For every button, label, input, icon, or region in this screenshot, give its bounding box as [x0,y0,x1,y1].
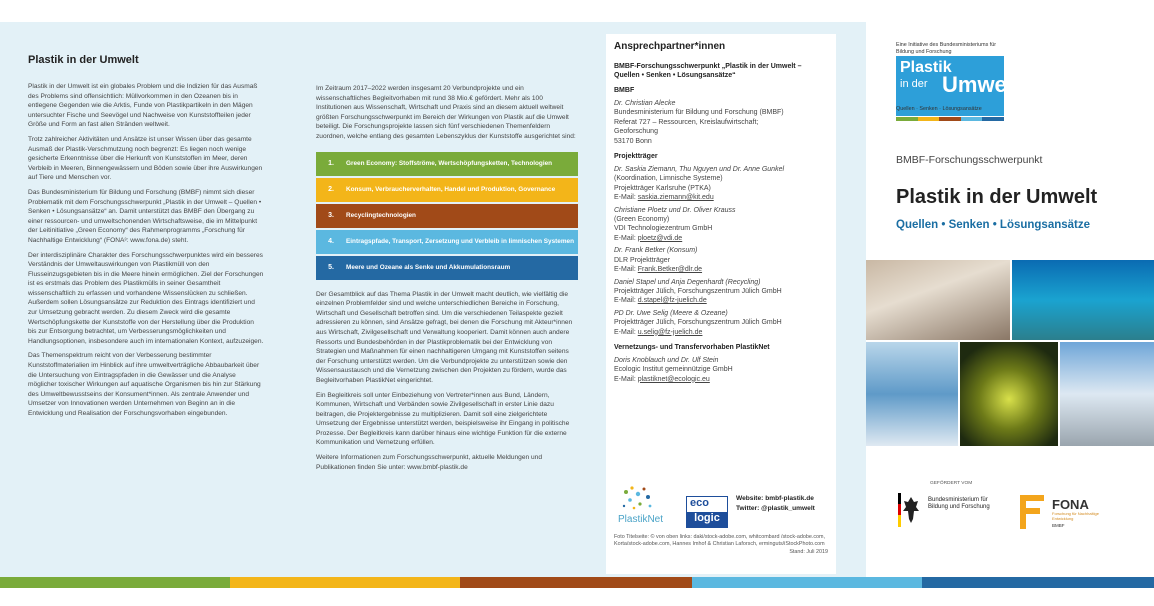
contact-org: DLR Projektträger [614,256,671,264]
topic-number: 1. [328,160,334,168]
contact-line: 53170 Bonn [614,137,652,145]
email-link[interactable]: saskia.ziemann@kit.edu [637,194,714,202]
plastiknet-logo-text: PlastikNet [618,514,664,525]
email-link[interactable]: ploetz@vdi.de [637,234,683,242]
color-segment [939,117,961,121]
mail-label: E-Mail: [614,234,638,242]
section-heading: Plastik in der Umwelt [28,54,139,66]
stand-date: Stand: Juli 2019 [789,548,828,555]
photo-daphnia [960,342,1058,446]
email-link[interactable]: u.selig@fz-juelich.de [637,328,703,336]
contact-name: Christiane Ploetz und Dr. Oliver Krauss [614,206,736,214]
logo-color-bar [896,117,1004,121]
contact-line: Bundesministerium für Bildung und Forschung (BMBF) [614,109,784,117]
color-segment [961,117,983,121]
paragraph: Plastik in der Umwelt ist ein globales Problem und die Indizien für das Ausmaß des Problems sind offensichtlich: Müllvorkommen in den Ozeanen bis in entlegene Gegenden wie die Arktis, Funde von Plastikpartikeln in den Mägen untersuchter Fische und Seevögel und Nachweise von Kunststoffteilen jeder Größe und Form an fast allen Stränden weltweit. [28,83,258,129]
color-segment [460,577,692,588]
topic-label: Meere und Ozeane als Senke und Akkumulationsraum [346,263,511,271]
color-segment [230,577,460,588]
pt-contact [614,278,828,306]
ecologic-logo-bottom: logic [687,512,727,528]
contact-name: Dr. Saskia Ziemann, Thu Nguyen und Dr. Anne Gunkel [614,166,785,174]
color-segment [918,117,940,121]
intro-column [28,54,264,424]
bmbf-logo-text: Bundesministerium für Bildung und Forschung [928,497,990,511]
pt-contact [614,309,828,337]
mail-label: E-Mail: [614,328,638,336]
paragraph: Der interdisziplinäre Charakter des Forschungsschwerpunktes wird ein besseres Verständnis der Umweltauswirkungen von Plastikmüll von den Flusseinzugsgebieten bis in die Meere hinein ermöglichen. Ziel der Forschungen ist es erstmals das Problem des Plastikmülls in seiner Gesamtheit wissenschaftlich zu erfassen und vorhandene Wissenslücken zu schließen. Außerdem sollen Lösungsansätze zur Reduktion des Eintrags identifiziert und zur Umsetzung gebracht werden. Zu diesem Zweck wird die gesamte Wertschöpfungskette der Kunststoffe von der Herstellung über die Produktion bis zur Entsorgung betrachtet, um Verbesserungsmöglichkeiten und Handlungsoptionen, insbesondere auch im internationalen Kontext, aufzuzeigen. [28,251,264,345]
paragraph: Der Gesamtblick auf das Thema Plastik in der Umwelt macht deutlich, wie vielfältig die einzelnen Problemfelder sind und welche unterschiedlichen Bereiche in Forschung, Wirtschaft und Gesellschaft betroffen sind. Um die verschiedenen Teilaspekte gezielt adressieren zu können, sind Ansätze gefragt, bei denen die Forschung mit Akteur*innen aus Wirtschaft, Zivilgesellschaft und Verwaltung kooperiert. Damit können auch andere Ressorts und Bundesbehörden in der Plastikproblematik bei der Entwicklung von Strategien und Maßnahmen für einen nachhaltigeren Umgang mit Kunststoffen seitens der Forschung unterstützt werden. Um die Verbundprojekte zu unterstützen sowie den Wissensaustausch und die Vernetzung zwischen den Projekten zu fördern, wurde das Begleitvorhaben PlastikNet eingerichtet. [316,290,573,384]
contact-org: Projektträger Karlsruhe (PTKA) [614,184,711,192]
topic-label: Eintragspfade, Transport, Zersetzung und Verbleib in limnischen Systemen [346,237,574,245]
bmbf-logo [898,493,998,527]
pt-heading: Projektträger [614,153,658,161]
photo-bottles [866,342,958,446]
topic-number: 5. [328,264,334,272]
funded-by-label: GEFÖRDERT VOM [930,481,973,486]
contact-line: Referat 727 – Ressourcen, Kreislaufwirtschaft; [614,118,759,126]
fona-logo [1020,495,1120,531]
net-contact [614,356,828,384]
mail-label: E-Mail: [614,194,638,202]
fona-subtitle: Forschung für Nachhaltige Entwicklung [1052,511,1099,521]
credits-text: Foto Titelseite: © von oben links: daki/stock-adobe.com, whitcombard /stock-adobe.com, Korta/stock-adobe.com, Hannes Imhof & Christian Laforsch, erminguts/iStockPhoto.com [614,534,826,548]
bmbf-heading: BMBF [614,87,635,94]
paragraph: Das Bundesministerium für Bildung und Forschung (BMBF) nimmt sich dieser Problematik mit dem Forschungsschwerpunkt „Plastik in der Umwelt – Quellen • Senken • Lösungsansätze“ an. Damit unterstützt das BMBF den Übergang zu einer ressourcen- und umweltschonenden Wirtschaftsweise, die im Mittelpunkt der Leitinitiative „Green Economy“ des Rahmenprogramms „Forschung für Nachhaltige Entwicklung“ (FONA³: www.fona.de) steht. [28,188,262,244]
research-focus-label: BMBF-Forschungsschwerpunkt [896,154,1043,166]
contact-line: Geoforschung [614,128,658,136]
cover-subtitle: Quellen • Senken • Lösungsansätze [896,219,1091,231]
fona-bmbf: BMBF [1052,523,1065,528]
ecologic-logo [686,496,728,528]
pt-contact [614,246,828,274]
paragraph: Trotz zahlreicher Aktivitäten und Ansätze ist unser Wissen über das gesamte Ausmaß der Plastik-Verschmutzung noch begrenzt: Es liegen noch wenige gesicherte Erkenntnisse über die Herkunft von Kunststoffen im Meer, deren Verbleib in Meeren, Binnengewässern und Böden sowie über ihre Auswirkungen auf Tiere und Menschen vor. [28,135,263,182]
contact-name: PD Dr. Uwe Selig (Meere & Ozeane) [614,309,728,317]
contact-name: Dr. Christian Alecke [614,100,676,107]
photo-credits [614,534,828,556]
net-heading: Vernetzungs- und Transfervorhaben PlastikNet [614,343,770,351]
paragraph: Im Zeitraum 2017–2022 werden insgesamt 20 Verbundprojekte und ein wissenschaftliches Begleitvorhaben mit rund 38 Mio.€ gefördert. Mehr als 100 Institutionen aus Wissenschaft, Wirtschaft und Praxis sind an diesem aktuell weltweit größten Forschungsschwerpunkt im Bereich der Wirkungen von Plastik auf die Umwelt beteiligt. Die Forschungsprojekte lassen sich fünf verschiedenen Themenfeldern zuordnen, welche entlang des gesamten Lebenszyklus der Kunststoffe ausgerichtet sind: [316,85,576,140]
topic-number: 2. [328,186,334,194]
logo-subline: Quellen · Senken · Lösungsansätze [896,106,982,112]
paragraph: Das Themenspektrum reicht von der Verbesserung bestimmter Kunststoffmaterialien im Hinblick auf ihre umweltverträgliche Abbaubarkeit über die Untersuchung von Eintragspfaden in die Gewässer und die Analyse möglicher toxischer Wirkungen auf aquatische Organismen bis hin zur Stärkung des Umweltbewusstseins der Konsument*innen. Als zentrale Anwender und Umsetzer von Innovationen werden Unternehmen von Beginn an in die Entwicklung und Realisation der Forschungsvorhaben eingebunden. [28,352,261,417]
topic-label: Green Economy: Stoffströme, Wertschöpfungsketten, Technologien [346,159,553,167]
paragraph: Ein Begleitkreis soll unter Einbeziehung von Vertreter*innen aus Bund, Ländern, Kommunen, Wirtschaft und Verbänden sowie Zivilgesellschaft in erster Linie dazu beitragen, die Projektergebnisse zu multiplizieren. Damit soll eine zielgerichtete Umsetzung der Ergebnisse unterstützt werden, beispielsweise ihr Eingang in politische Prozesse. Der Begleitkreis kann darüber hinaus eine wichtige Funktion für die externe Kommunikation und Vernetzung erfüllen. [316,391,570,447]
contact-org: VDI Technologiezentrum GmbH [614,225,713,233]
logo-inder: in der [900,78,928,90]
photo-underwater [1012,260,1154,340]
email-link[interactable]: d.stapel@fz-juelich.de [637,297,707,305]
web-links [736,494,815,514]
cover-title: Plastik in der Umwelt [896,186,1098,208]
program-column [316,84,578,477]
email-link[interactable]: Frank.Betker@dlr.de [637,266,703,274]
email-link[interactable]: plastiknet@ecologic.eu [637,375,710,383]
contact-role: (Koordination, Limnische Systeme) [614,175,723,183]
bottom-color-bar [0,577,1154,588]
fona-logo-text: FONA [1052,497,1089,512]
initiative-note: Eine Initiative des Bundesministeriums für Bildung und Forschung [896,42,997,55]
twitter-link[interactable]: Twitter: @plastik_umwelt [736,505,815,512]
ecologic-logo-top: eco [690,497,709,509]
color-segment [896,117,918,121]
topic-item [316,256,578,280]
website-link[interactable]: Website: bmbf-plastik.de [736,495,814,502]
contact-org: Projektträger Jülich, Forschungszentrum Jülich GmbH [614,319,782,327]
paragraph: Weitere Informationen zum Forschungsschwerpunkt, aktuelle Meldungen und Publikationen finden Sie unter: www.bmbf-plastik.de [316,454,543,471]
federal-eagle-icon [898,493,920,527]
bmbf-contact [614,99,828,146]
topic-item [316,178,578,202]
topic-label: Konsum, Verbraucherverhalten, Handel und Produktion, Governance [346,185,556,193]
topic-list [316,152,578,280]
fona-mark-icon [1020,495,1044,529]
photo-granules [866,260,1010,340]
mail-label: E-Mail: [614,297,638,305]
contact-org: Ecologic Institut gemeinnützige GmbH [614,366,733,374]
contact-name: Dr. Frank Betker (Konsum) [614,247,698,255]
pt-contact [614,206,828,244]
photo-waste [1060,342,1154,446]
color-segment [922,577,1154,588]
contact-heading: Ansprechpartner*innen [614,41,726,52]
topic-number: 3. [328,212,334,220]
contact-name: Daniel Stapel und Anja Degenhardt (Recycling) [614,278,761,286]
color-segment [982,117,1004,121]
plastiknet-dots-icon [620,484,656,514]
topic-label: Recyclingtechnologien [346,211,416,219]
topic-item [316,230,578,254]
logo-plastik: Plastik [900,59,952,76]
topic-item [316,152,578,176]
topic-item [316,204,578,228]
logo-umwelt: Umwelt [942,72,1021,97]
mail-label: E-Mail: [614,266,638,274]
program-name: BMBF-Forschungsschwerpunkt „Plastik in der Umwelt – Quellen • Senken • Lösungsansätze“ [614,63,802,79]
pt-contact [614,165,828,203]
contact-box [606,34,836,574]
color-segment [692,577,922,588]
contact-name: Doris Knoblauch und Dr. Ulf Stein [614,356,719,364]
contact-org: Projektträger Jülich, Forschungszentrum Jülich GmbH [614,287,782,295]
mail-label: E-Mail: [614,375,638,383]
topic-number: 4. [328,238,334,246]
color-segment [0,577,230,588]
contact-role: (Green Economy) [614,216,670,224]
